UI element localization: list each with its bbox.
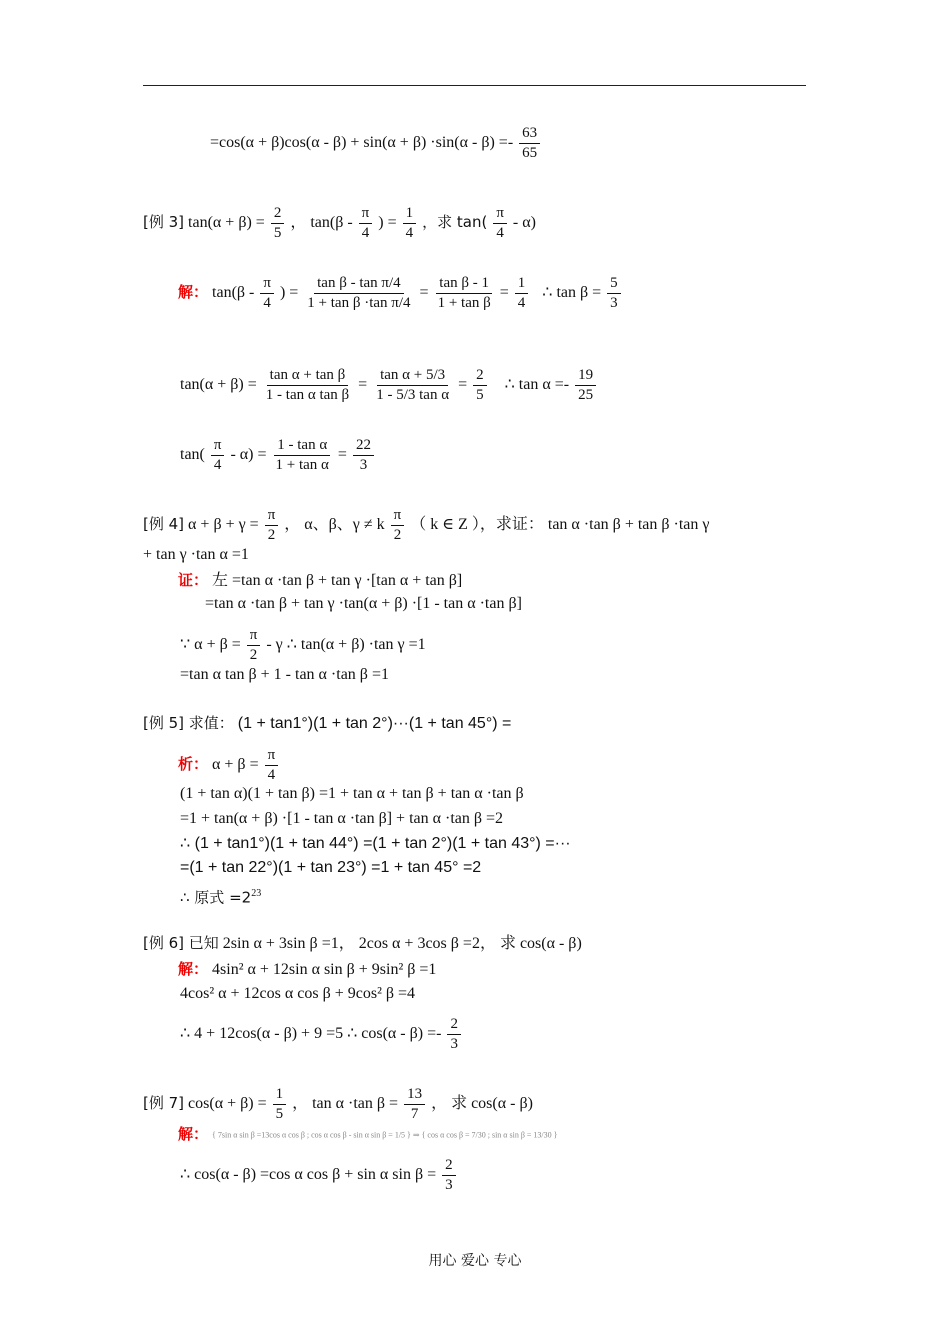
example-4-proof-1: 证： 左 =tan α ·tan β + tan γ ·[tan α + tan β]: [178, 571, 463, 589]
example-6-step-3: ∴ 4 + 12cos(α - β) + 9 =5 ∴ cos(α - β) =- $\frac{2}{3}$: [180, 1017, 463, 1052]
example-6-step-2: 4cos² α + 12cos α cos β + 9cos² β =4: [180, 985, 416, 1002]
proof-label: 证：: [178, 571, 209, 589]
example-7-step-1: 解： { 7sin α sin β =13cos α cos β ; cos α cos β - sin α sin β = 1/5 } ⇒ { cos α cos β = 7/30 ; sin α sin β = 13/30 }: [178, 1125, 558, 1143]
example-3-question: [例 3] tan(α + β) = $\frac{2}{5}$ ， tan(β - $\frac{\pi}{4}$ ) = $\frac{1}{4}$ ，求 tan( $\frac{\pi}{4}$ - α): [143, 205, 536, 241]
example-5-step-0: 析： α + β = $\frac{\pi}{4}$: [178, 748, 280, 783]
example-4-proof-4: =tan α tan β + 1 - tan α ·tan β =1: [180, 666, 389, 683]
example-3-step-1: 解： tan(β - $\frac{\pi}{4}$ ) = $\frac{\text{tan β - tan π/4}}{\text{1 + tan β ·tan π/4}}$ = $\frac{\text{tan β - 1}}{\text{1 + tan β}}$ = $\frac{1}{4}$ ∴ tan β = $\frac{5}{3}$: [178, 276, 623, 311]
header-rule: [143, 85, 806, 86]
example-4-question: [例 4] α + β + γ = $\frac{\pi}{2}$ ， α、β、γ ≠ k $\frac{\pi}{2}$ （ k ∈ Z ），求证： tan α ·tan β + tan β ·tan γ: [143, 507, 710, 543]
example-3-step-2: tan(α + β) = $\frac{\text{tan α + tan β}}{\text{1 - tan α tan β}}$ = $\frac{\text{tan α + 5/3}}{\text{1 - 5/3 tan α}}$ = $\frac{2}{5}$ ∴ tan α =- $\frac{19}{25}$: [180, 368, 598, 403]
result-line: =cos(α + β)cos(α - β) + sin(α + β) ·sin(α - β) =- $\frac{63}{65}$: [210, 126, 542, 161]
example-5-step-1: (1 + tan α)(1 + tan β) =1 + tan α + tan β + tan α ·tan β: [180, 785, 524, 802]
example-4-proof-2: =tan α ·tan β + tan γ ·tan(α + β) ·[1 - tan α ·tan β]: [205, 595, 522, 612]
page-footer: 用心 爱心 专心: [428, 1253, 522, 1269]
example-6-step-1: 解： 4sin² α + 12sin α sin β + 9sin² β =1: [178, 960, 437, 978]
example-4-question-cont: + tan γ ·tan α =1: [143, 546, 249, 563]
example-4-proof-3: ∵ α + β = $\frac{\pi}{2}$ - γ ∴ tan(α + β) ·tan γ =1: [180, 627, 426, 663]
example-3-step-3: tan( $\frac{\pi}{4}$ - α) = $\frac{\text{1 - tan α}}{\text{1 + tan α}}$ = $\frac{22}{3}$: [180, 438, 376, 473]
analysis-label: 析：: [178, 755, 209, 774]
example-7-question: [例 7] cos(α + β) = $\frac{1}{5}$ ， tan α ·tan β = $\frac{13}{7}$ ， 求 cos(α - β): [143, 1086, 533, 1122]
example-5-step-2: =1 + tan(α + β) ·[1 - tan α ·tan β] + tan α ·tan β =2: [180, 810, 504, 827]
solution-label: 解：: [178, 960, 209, 978]
example-5-step-4: =(1 + tan 22°)(1 + tan 23°) =1 + tan 45° =2: [180, 859, 482, 876]
example-7-step-2: ∴ cos(α - β) =cos α cos β + sin α sin β = $\frac{2}{3}$: [180, 1158, 458, 1193]
example-5-step-3: ∴ (1 + tan1°)(1 + tan 44°) =(1 + tan 2°)(1 + tan 43°) =···: [180, 835, 571, 852]
example-5-question: [例 5] 求值： (1 + tan1°)(1 + tan 2°)···(1 + tan 45°) =: [143, 714, 512, 732]
solution-label: 解：: [178, 1125, 209, 1143]
example-6-question: [例 6] 已知 2sin α + 3sin β =1， 2cos α + 3cos β =2， 求 cos(α - β): [143, 934, 582, 952]
solution-label: 解：: [178, 283, 209, 302]
example-5-step-5: ∴ 原式 $=2^{23}$: [180, 888, 262, 907]
